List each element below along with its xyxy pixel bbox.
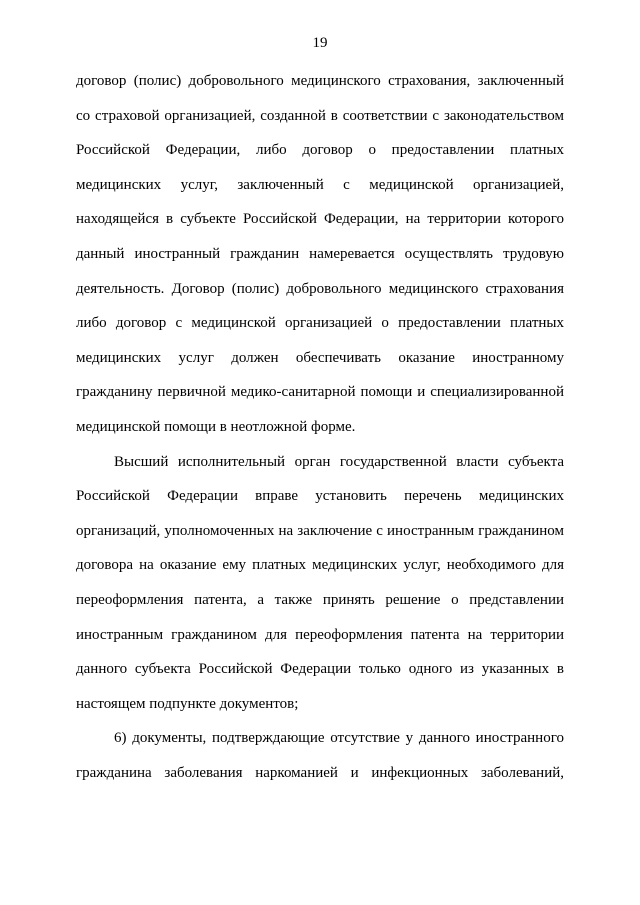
- text-line: договор (полис) добровольного медицинского страхования, заключенный: [76, 73, 564, 89]
- text-line: медицинских услуг должен обеспечивать оказание иностранному: [76, 349, 564, 366]
- page-number: 19: [312, 35, 328, 51]
- text-line: переоформления патента, а также принять решение о представлении: [76, 591, 564, 608]
- text-line: либо договор с медицинской организацией о предоставлении платных: [76, 315, 564, 332]
- text-line: настоящем подпункте документов;: [76, 695, 299, 712]
- text-line: договора на оказание ему платных медицинских услуг, необходимого для: [76, 557, 564, 574]
- text-line: находящейся в субъекте Российской Федерации, на территории которого: [76, 211, 564, 228]
- text-line: медицинской помощи в неотложной форме.: [76, 418, 356, 435]
- text-line: иностранным гражданином для переоформления патента на территории: [76, 626, 564, 643]
- text-line: Российской Федерации, либо договор о предоставлении платных: [76, 142, 564, 159]
- document-body: [76, 64, 564, 790]
- text-line: медицинских услуг, заключенный с медицинской организацией,: [76, 176, 564, 193]
- text-line: данного субъекта Российской Федерации только одного из указанных в: [76, 661, 564, 678]
- text-line: со страховой организацией, созданной в соответствии с законодательством: [76, 107, 564, 124]
- text-line: Высший исполнительный орган государственной власти субъекта: [114, 453, 564, 470]
- text-line: организаций, уполномоченных на заключение с иностранным гражданином: [76, 522, 564, 539]
- text-line: деятельность. Договор (полис) добровольного медицинского страхования: [76, 280, 564, 297]
- text-line: гражданину первичной медико-санитарной помощи и специализированной: [76, 384, 564, 401]
- paragraph-1: [76, 64, 564, 445]
- text-line: Российской Федерации вправе установить перечень медицинских: [76, 488, 564, 505]
- paragraph-3: [76, 721, 564, 790]
- paragraph-2: [76, 445, 564, 722]
- text-line: 6) документы, подтверждающие отсутствие у данного иностранного: [114, 730, 564, 747]
- text-line: гражданина заболевания наркоманией и инфекционных заболеваний,: [76, 764, 564, 781]
- text-line: данный иностранный гражданин намеревается осуществлять трудовую: [76, 245, 564, 262]
